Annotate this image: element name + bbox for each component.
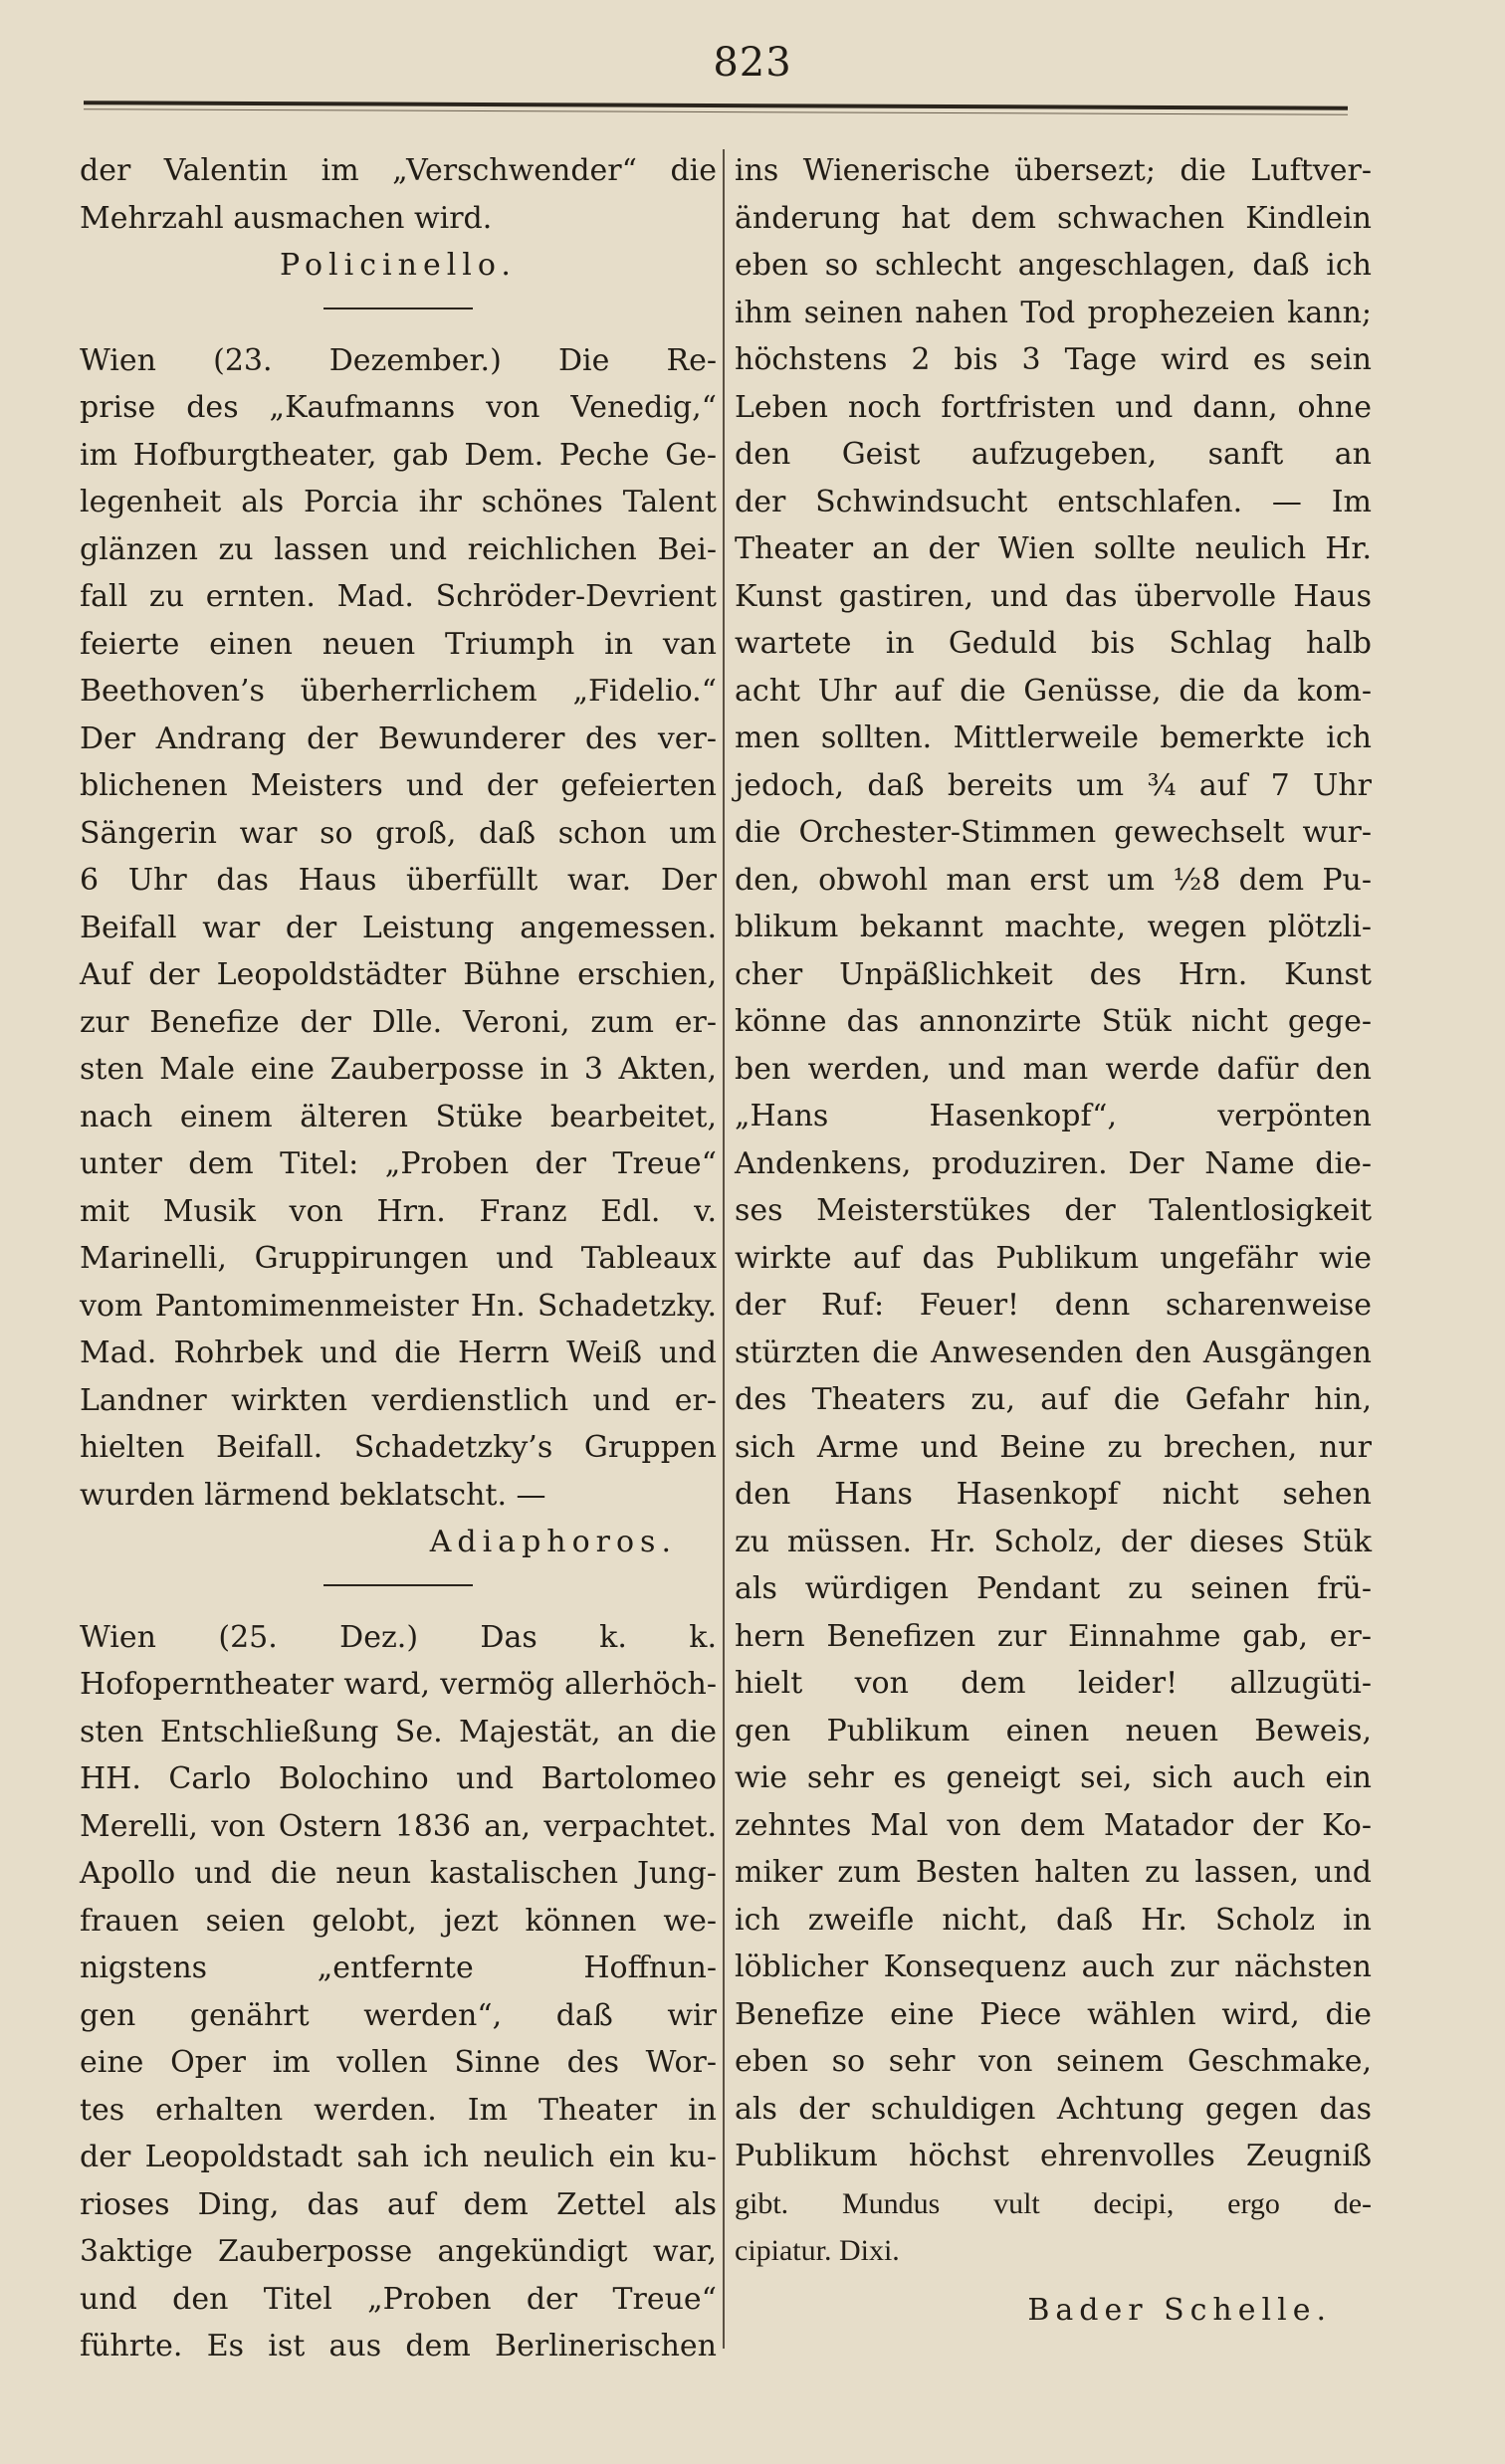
- text-line: eben so schlecht angeschlagen, daß ich: [735, 248, 1372, 283]
- text-line: Beethoven’s überherrlichem „Fidelio.“: [80, 674, 717, 709]
- text-line: Kunst gastiren, und das übervolle Haus: [735, 578, 1372, 614]
- text-line: Mad. Rohrbek und die Herrn Weiß und: [80, 1335, 717, 1370]
- text-line: der Schwindsucht entschlafen. — Im: [735, 484, 1372, 519]
- text-line: im Hofburgtheater, gab Dem. Peche Ge-: [80, 437, 717, 473]
- text-line: höchstens 2 bis 3 Tage wird es sein: [735, 342, 1372, 377]
- text-line: Apollo und die neun kastalischen Jung-: [80, 1856, 717, 1891]
- text-line: Sängerin war so groß, daß schon um: [80, 815, 717, 851]
- text-line: Leben noch fortfristen und dann, ohne: [735, 389, 1372, 425]
- text-line: stürzten die Anwesenden den Ausgängen: [735, 1335, 1372, 1370]
- signature-policinello: Policinello.: [280, 248, 517, 283]
- text-line: den, obwohl man erst um ½8 dem Pu-: [735, 862, 1372, 898]
- right-column: [735, 147, 1372, 2334]
- article-vienna-dec-25: [80, 1614, 717, 2370]
- text-line: cipiatur. Dixi.: [735, 2234, 900, 2267]
- text-line: HH. Carlo Bolochino und Bartolomeo: [80, 1761, 717, 1796]
- text-line: Andenkens, produziren. Der Name die-: [735, 1145, 1372, 1181]
- left-column: [80, 147, 717, 2370]
- text-line: acht Uhr auf die Genüsse, die da kom-: [735, 673, 1372, 709]
- text-line: wurden lärmend beklatscht. —: [80, 1477, 546, 1513]
- text-line: 3aktige Zauberposse angekündigt war,: [80, 2234, 717, 2269]
- text-line: eben so sehr von seinem Geschmake,: [735, 2044, 1372, 2079]
- text-line: zur Benefize der Dlle. Veroni, zum er-: [80, 1004, 717, 1040]
- text-line: gen Publikum einen neuen Beweis,: [735, 1713, 1372, 1748]
- text-line: Wien (25. Dez.) Das k. k.: [80, 1619, 717, 1655]
- text-line: die Orchester-Stimmen gewechselt wur-: [735, 815, 1372, 850]
- text-line: ses Meisterstükes der Talentlosigkeit: [735, 1193, 1372, 1228]
- text-line: Landner wirkten verdienstlich und er-: [80, 1382, 717, 1418]
- text-line: „Hans Hasenkopf“, verpönten: [735, 1099, 1372, 1133]
- text-line: wie sehr es geneigt sei, sich auch ein: [735, 1760, 1372, 1795]
- text-line: ich zweifle nicht, daß Hr. Scholz in: [735, 1902, 1372, 1938]
- text-line: 6 Uhr das Haus überfüllt war. Der: [80, 863, 717, 898]
- text-line: führte. Es ist aus dem Berlinerischen: [80, 2329, 717, 2363]
- text-line: gibt. Mundus vult decipi, ergo de-: [735, 2186, 1372, 2220]
- text-line: blikum bekannt machte, wegen plötzli-: [735, 910, 1372, 944]
- text-line: ben werden, und man werde dafür den: [735, 1051, 1372, 1087]
- page-number: 823: [713, 40, 792, 86]
- text-line: könne das annonzirte Stük nicht gege-: [735, 1004, 1372, 1039]
- text-line: nigstens „entfernte Hoffnun-: [80, 1951, 717, 1985]
- text-line: fall zu ernten. Mad. Schröder-Devrient: [80, 579, 717, 614]
- text-line: nach einem älteren Stüke bearbeitet,: [80, 1099, 717, 1134]
- text-line: hielt von dem leider! allzugüti-: [735, 1666, 1372, 1701]
- text-line: ins Wienerische übersezt; die Luftver-: [735, 153, 1372, 188]
- text-line: der Ruf: Feuer! denn scharenweise: [735, 1288, 1372, 1323]
- text-line: sten Entschließung Se. Majestät, an die: [80, 1714, 717, 1749]
- text-line: prise des „Kaufmanns von Venedig,“: [80, 390, 717, 425]
- text-line: zehntes Mal von dem Matador der Ko-: [735, 1807, 1372, 1843]
- text-line: hern Benefizen zur Einnahme gab, er-: [735, 1618, 1372, 1654]
- text-line: Theater an der Wien sollte neulich Hr.: [735, 531, 1372, 566]
- text-line: und den Titel „Proben der Treue“: [80, 2281, 717, 2317]
- text-line: eine Oper im vollen Sinne des Wor-: [80, 2045, 717, 2080]
- text-line: ihm seinen nahen Tod prophezeien kann;: [735, 295, 1372, 330]
- text-line: miker zum Besten halten zu lassen, und: [735, 1855, 1372, 1890]
- text-line: wartete in Geduld bis Schlag halb: [735, 626, 1372, 661]
- text-line: glänzen zu lassen und reichlichen Bei-: [80, 531, 717, 567]
- text-line: zu müssen. Hr. Scholz, der dieses Stük: [735, 1524, 1372, 1559]
- text-line: gen genährt werden“, daß wir: [80, 1997, 717, 2033]
- text-line: Merelli, von Ostern 1836 an, verpachtet.: [80, 1808, 717, 1844]
- text-line: rioses Ding, das auf dem Zettel als: [80, 2186, 717, 2222]
- text-line: Mehrzahl ausmachen wird.: [80, 200, 493, 236]
- text-line: als würdigen Pendant zu seinen frü-: [735, 1571, 1372, 1606]
- text-line: als der schuldigen Achtung gegen das: [735, 2091, 1372, 2127]
- text-line: wirkte auf das Publikum ungefähr wie: [735, 1240, 1372, 1276]
- text-line: legenheit als Porcia ihr schönes Talent: [80, 485, 717, 519]
- text-line: des Theaters zu, auf die Gefahr hin,: [735, 1382, 1372, 1417]
- text-line: Wien (23. Dezember.) Die Re-: [80, 342, 717, 378]
- section-divider: [323, 1584, 473, 1586]
- text-line: der Leopoldstadt sah ich neulich ein ku-: [80, 2140, 717, 2174]
- header-rule-thin: [84, 108, 1348, 115]
- text-line: änderung hat dem schwachen Kindlein: [735, 200, 1372, 236]
- signature-adiaphoros: Adiaphoros.: [429, 1525, 677, 1559]
- text-line: sich Arme und Beine zu brechen, nur: [735, 1429, 1372, 1465]
- text-line: feierte einen neuen Triumph in van: [80, 626, 717, 662]
- text-line: cher Unpäßlichkeit des Hrn. Kunst: [735, 956, 1372, 992]
- text-line: vom Pantomimenmeister Hn. Schadetzky.: [80, 1288, 717, 1324]
- article-vienna-dec-23: [80, 337, 717, 1520]
- text-line: Auf der Leopoldstädter Bühne erschien,: [80, 957, 717, 992]
- article-continuation: [735, 147, 1372, 2275]
- text-line: sten Male eine Zauberposse in 3 Akten,: [80, 1052, 717, 1087]
- text-line: men sollten. Mittlerweile bemerkte ich: [735, 720, 1372, 755]
- text-line: den Geist aufzugeben, sanft an: [735, 437, 1372, 472]
- text-line: den Hans Hasenkopf nicht sehen: [735, 1477, 1372, 1512]
- text-line: Der Andrang der Bewunderer des ver-: [80, 720, 717, 756]
- text-line: der Valentin im „Verschwender“ die: [80, 153, 717, 188]
- text-line: unter dem Titel: „Proben der Treue“: [80, 1146, 717, 1181]
- text-line: Benefize eine Piece wählen wird, die: [735, 1996, 1372, 2032]
- text-line: Hofoperntheater ward, vermög allerhöch-: [80, 1667, 717, 1702]
- text-line: Marinelli, Gruppirungen und Tableaux: [80, 1241, 717, 1276]
- text-line: blichenen Meisters und der gefeierten: [80, 768, 717, 803]
- text-line: hielten Beifall. Schadetzky’s Gruppen: [80, 1430, 717, 1465]
- text-line: tes erhalten werden. Im Theater in: [80, 2092, 717, 2128]
- signature-bader-schelle: Bader Schelle.: [1027, 2292, 1332, 2328]
- column-divider: [723, 149, 725, 2349]
- text-line: Beifall war der Leistung angemessen.: [80, 910, 717, 945]
- text-line: mit Musik von Hrn. Franz Edl. v.: [80, 1193, 717, 1229]
- paragraph-continuation: [80, 147, 717, 242]
- text-line: löblicher Konsequenz auch zur nächsten: [735, 1950, 1372, 1984]
- section-divider: [323, 308, 473, 309]
- text-line: frauen seien gelobt, jezt können we-: [80, 1903, 717, 1939]
- text-line: Publikum höchst ehrenvolles Zeugniß: [735, 2139, 1372, 2173]
- text-line: jedoch, daß bereits um ¾ auf 7 Uhr: [735, 767, 1372, 803]
